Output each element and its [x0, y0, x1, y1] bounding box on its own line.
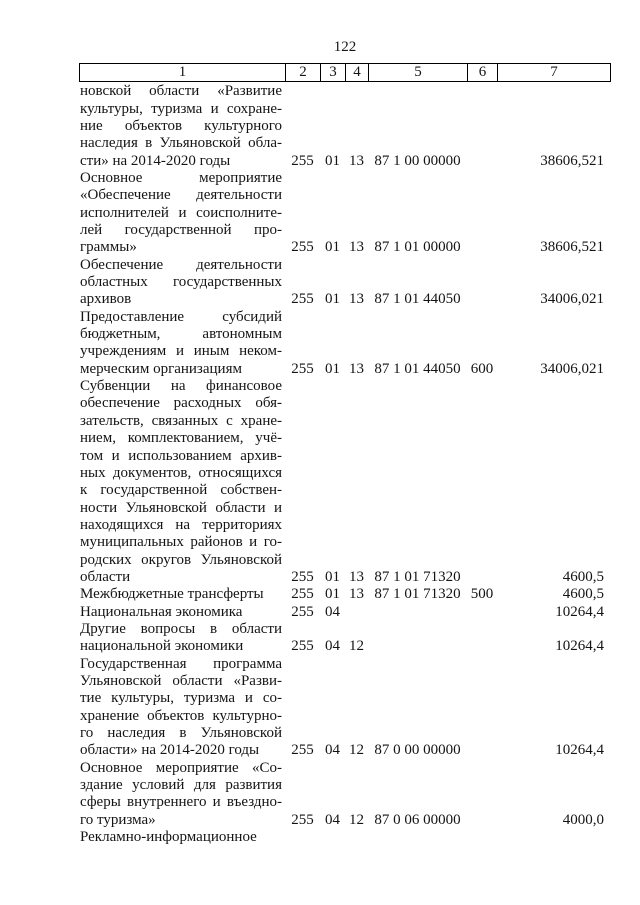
- table-row: [80, 83, 610, 170]
- amount: 38606,521: [540, 239, 604, 256]
- column-number-2: 2: [285, 64, 320, 81]
- ministry-code: 255: [291, 811, 314, 828]
- subsection-code: 13: [349, 239, 364, 256]
- description-line: Обеспечение деятельности: [80, 256, 282, 273]
- subsection-code: [345, 604, 368, 621]
- description-line: наследия в Ульяновской обла-: [80, 135, 282, 152]
- section-code: 01: [325, 152, 340, 169]
- subsection-code: 13: [349, 152, 364, 169]
- column-number-4: 4: [345, 64, 368, 81]
- description-line: Ульяновской области «Разви-: [80, 672, 282, 689]
- description-line: Субвенции на финансовое: [80, 378, 282, 395]
- row-description: [80, 656, 285, 760]
- row-description: [80, 378, 285, 586]
- description-line: здание условий для развития: [80, 777, 282, 794]
- ministry-code: 255: [291, 638, 314, 655]
- table-row: [80, 760, 610, 829]
- description-line: архивов: [80, 291, 132, 308]
- description-line: Другие вопросы в области: [80, 620, 282, 637]
- row-description: [80, 621, 285, 656]
- description-line: ности Ульяновской области и: [80, 499, 282, 516]
- description-line: муниципальных районов и го-: [80, 534, 282, 551]
- amount: 4600,5: [562, 586, 604, 603]
- target-article-code: 87 1 01 71320: [374, 568, 461, 585]
- column-number-5: 5: [368, 64, 467, 81]
- target-article-code: 87 1 01 44050: [374, 291, 461, 308]
- description-line: том и использованием архив-: [80, 447, 282, 464]
- amount: 4000,0: [562, 811, 604, 828]
- ministry-code: 255: [291, 239, 314, 256]
- table-row: [80, 829, 610, 846]
- row-description: [80, 83, 285, 170]
- table-row: [80, 621, 610, 656]
- amount: 10264,4: [555, 742, 604, 759]
- description-line: нием, комплектованием, учё-: [80, 430, 282, 447]
- table-row: [80, 604, 610, 621]
- description-line: сферы внутреннего и въездно-: [80, 794, 282, 811]
- table-body: [80, 83, 610, 846]
- expense-type-code: [467, 812, 497, 829]
- amount: 10264,4: [555, 603, 604, 620]
- expense-type-code: [467, 291, 497, 308]
- description-line: Основное мероприятие «Со-: [80, 759, 282, 776]
- description-line: лей государственной про-: [80, 222, 282, 239]
- expense-type-code: [467, 638, 497, 655]
- expense-type-code: [467, 742, 497, 759]
- subsection-code: 12: [349, 742, 364, 759]
- section-code: 01: [325, 291, 340, 308]
- target-article-code: 87 1 00 00000: [374, 152, 461, 169]
- description-line: культуры, туризма и сохране-: [80, 100, 282, 117]
- description-line: учреждениям и иным неком-: [80, 343, 282, 360]
- expense-type-code: [467, 569, 497, 586]
- table-row: [80, 309, 610, 378]
- description-line: ние объектов культурного: [80, 117, 282, 134]
- description-line: Национальная экономика: [80, 603, 243, 620]
- section-code: 01: [325, 586, 340, 603]
- target-article-code: 87 0 06 00000: [374, 811, 461, 828]
- description-line: граммы»: [80, 239, 137, 256]
- description-line: го наследия в Ульяновской: [80, 725, 282, 742]
- ministry-code: 255: [291, 360, 314, 377]
- column-number-3: 3: [320, 64, 345, 81]
- description-line: Межбюджетные трансферты: [80, 586, 264, 603]
- section-code: 04: [325, 742, 340, 759]
- table-row: [80, 656, 610, 760]
- description-line: тие культуры, туризма и со-: [80, 690, 282, 707]
- subsection-code: 13: [349, 568, 364, 585]
- target-article-code: [368, 604, 467, 621]
- description-line: го туризма»: [80, 811, 156, 828]
- target-article-code: 87 0 00 00000: [374, 742, 461, 759]
- table-row: [80, 170, 610, 257]
- subsection-code: 13: [349, 586, 364, 603]
- description-line: обеспечение расходных обя-: [80, 395, 282, 412]
- subsection-code: 13: [349, 360, 364, 377]
- target-article-code: 87 1 01 00000: [374, 239, 461, 256]
- section-code: 04: [325, 638, 340, 655]
- amount: 38606,521: [540, 152, 604, 169]
- description-line: Основное мероприятие: [80, 170, 282, 187]
- expense-type-code: 500: [470, 586, 494, 603]
- ministry-code: 255: [291, 742, 314, 759]
- ministry-code: 255: [291, 568, 314, 585]
- description-line: к государственной собствен-: [80, 482, 282, 499]
- description-line: находящихся на территориях: [80, 516, 282, 533]
- row-description: [80, 760, 285, 829]
- subsection-code: 12: [349, 811, 364, 828]
- subsection-code: 12: [349, 638, 364, 655]
- description-line: областных государственных: [80, 274, 282, 291]
- target-article-code: 87 1 01 44050: [374, 360, 461, 377]
- column-number-7: 7: [497, 64, 610, 81]
- table-row: [80, 378, 610, 586]
- description-line: новской области «Развитие: [80, 83, 282, 100]
- description-line: Рекламно-информационное: [80, 829, 257, 846]
- description-line: области: [80, 568, 131, 585]
- section-code: 04: [325, 603, 340, 620]
- description-line: национальной экономики: [80, 638, 244, 655]
- description-line: ных документов, относящихся: [80, 464, 282, 481]
- row-description: [80, 309, 285, 378]
- row-description: [80, 257, 285, 309]
- description-line: исполнителей и соисполните-: [80, 204, 282, 221]
- description-line: Предоставление субсидий: [80, 308, 282, 325]
- expense-type-code: 600: [470, 360, 494, 377]
- amount: 10264,4: [555, 638, 604, 655]
- section-code: 01: [325, 239, 340, 256]
- row-description: [80, 604, 285, 621]
- ministry-code: 255: [291, 291, 314, 308]
- ministry-code: 255: [291, 603, 314, 620]
- ministry-code: 255: [291, 152, 314, 169]
- description-line: родских округов Ульяновской: [80, 551, 282, 568]
- row-description: [80, 170, 285, 257]
- page-number: 122: [333, 39, 357, 55]
- row-description: [80, 586, 285, 603]
- amount: 4600,5: [562, 568, 604, 585]
- target-article-code: 87 1 01 71320: [374, 586, 461, 603]
- section-code: 04: [325, 811, 340, 828]
- description-line: хранение объектов культурно-: [80, 707, 282, 724]
- expense-type-code: [467, 153, 497, 170]
- row-description: [80, 829, 285, 846]
- table-row: [80, 586, 610, 603]
- ministry-code: 255: [291, 586, 314, 603]
- column-number-1: 1: [178, 64, 187, 80]
- description-line: зательств, связанных с хране-: [80, 412, 282, 429]
- table-header: [79, 63, 611, 82]
- expense-type-code: [467, 604, 497, 621]
- section-code: 01: [325, 568, 340, 585]
- expense-type-code: [467, 239, 497, 256]
- amount: 34006,021: [540, 360, 604, 377]
- subsection-code: 13: [349, 291, 364, 308]
- description-line: мерческим организациям: [80, 360, 242, 377]
- description-line: «Обеспечение деятельности: [80, 187, 282, 204]
- amount: 34006,021: [540, 291, 604, 308]
- description-line: области» на 2014-2020 годы: [80, 742, 260, 759]
- description-line: сти» на 2014-2020 годы: [80, 152, 231, 169]
- description-line: бюджетным, автономным: [80, 326, 282, 343]
- description-line: Государственная программа: [80, 655, 282, 672]
- table-row: [80, 257, 610, 309]
- target-article-code: [368, 638, 467, 655]
- column-number-6: 6: [467, 64, 497, 81]
- section-code: 01: [325, 360, 340, 377]
